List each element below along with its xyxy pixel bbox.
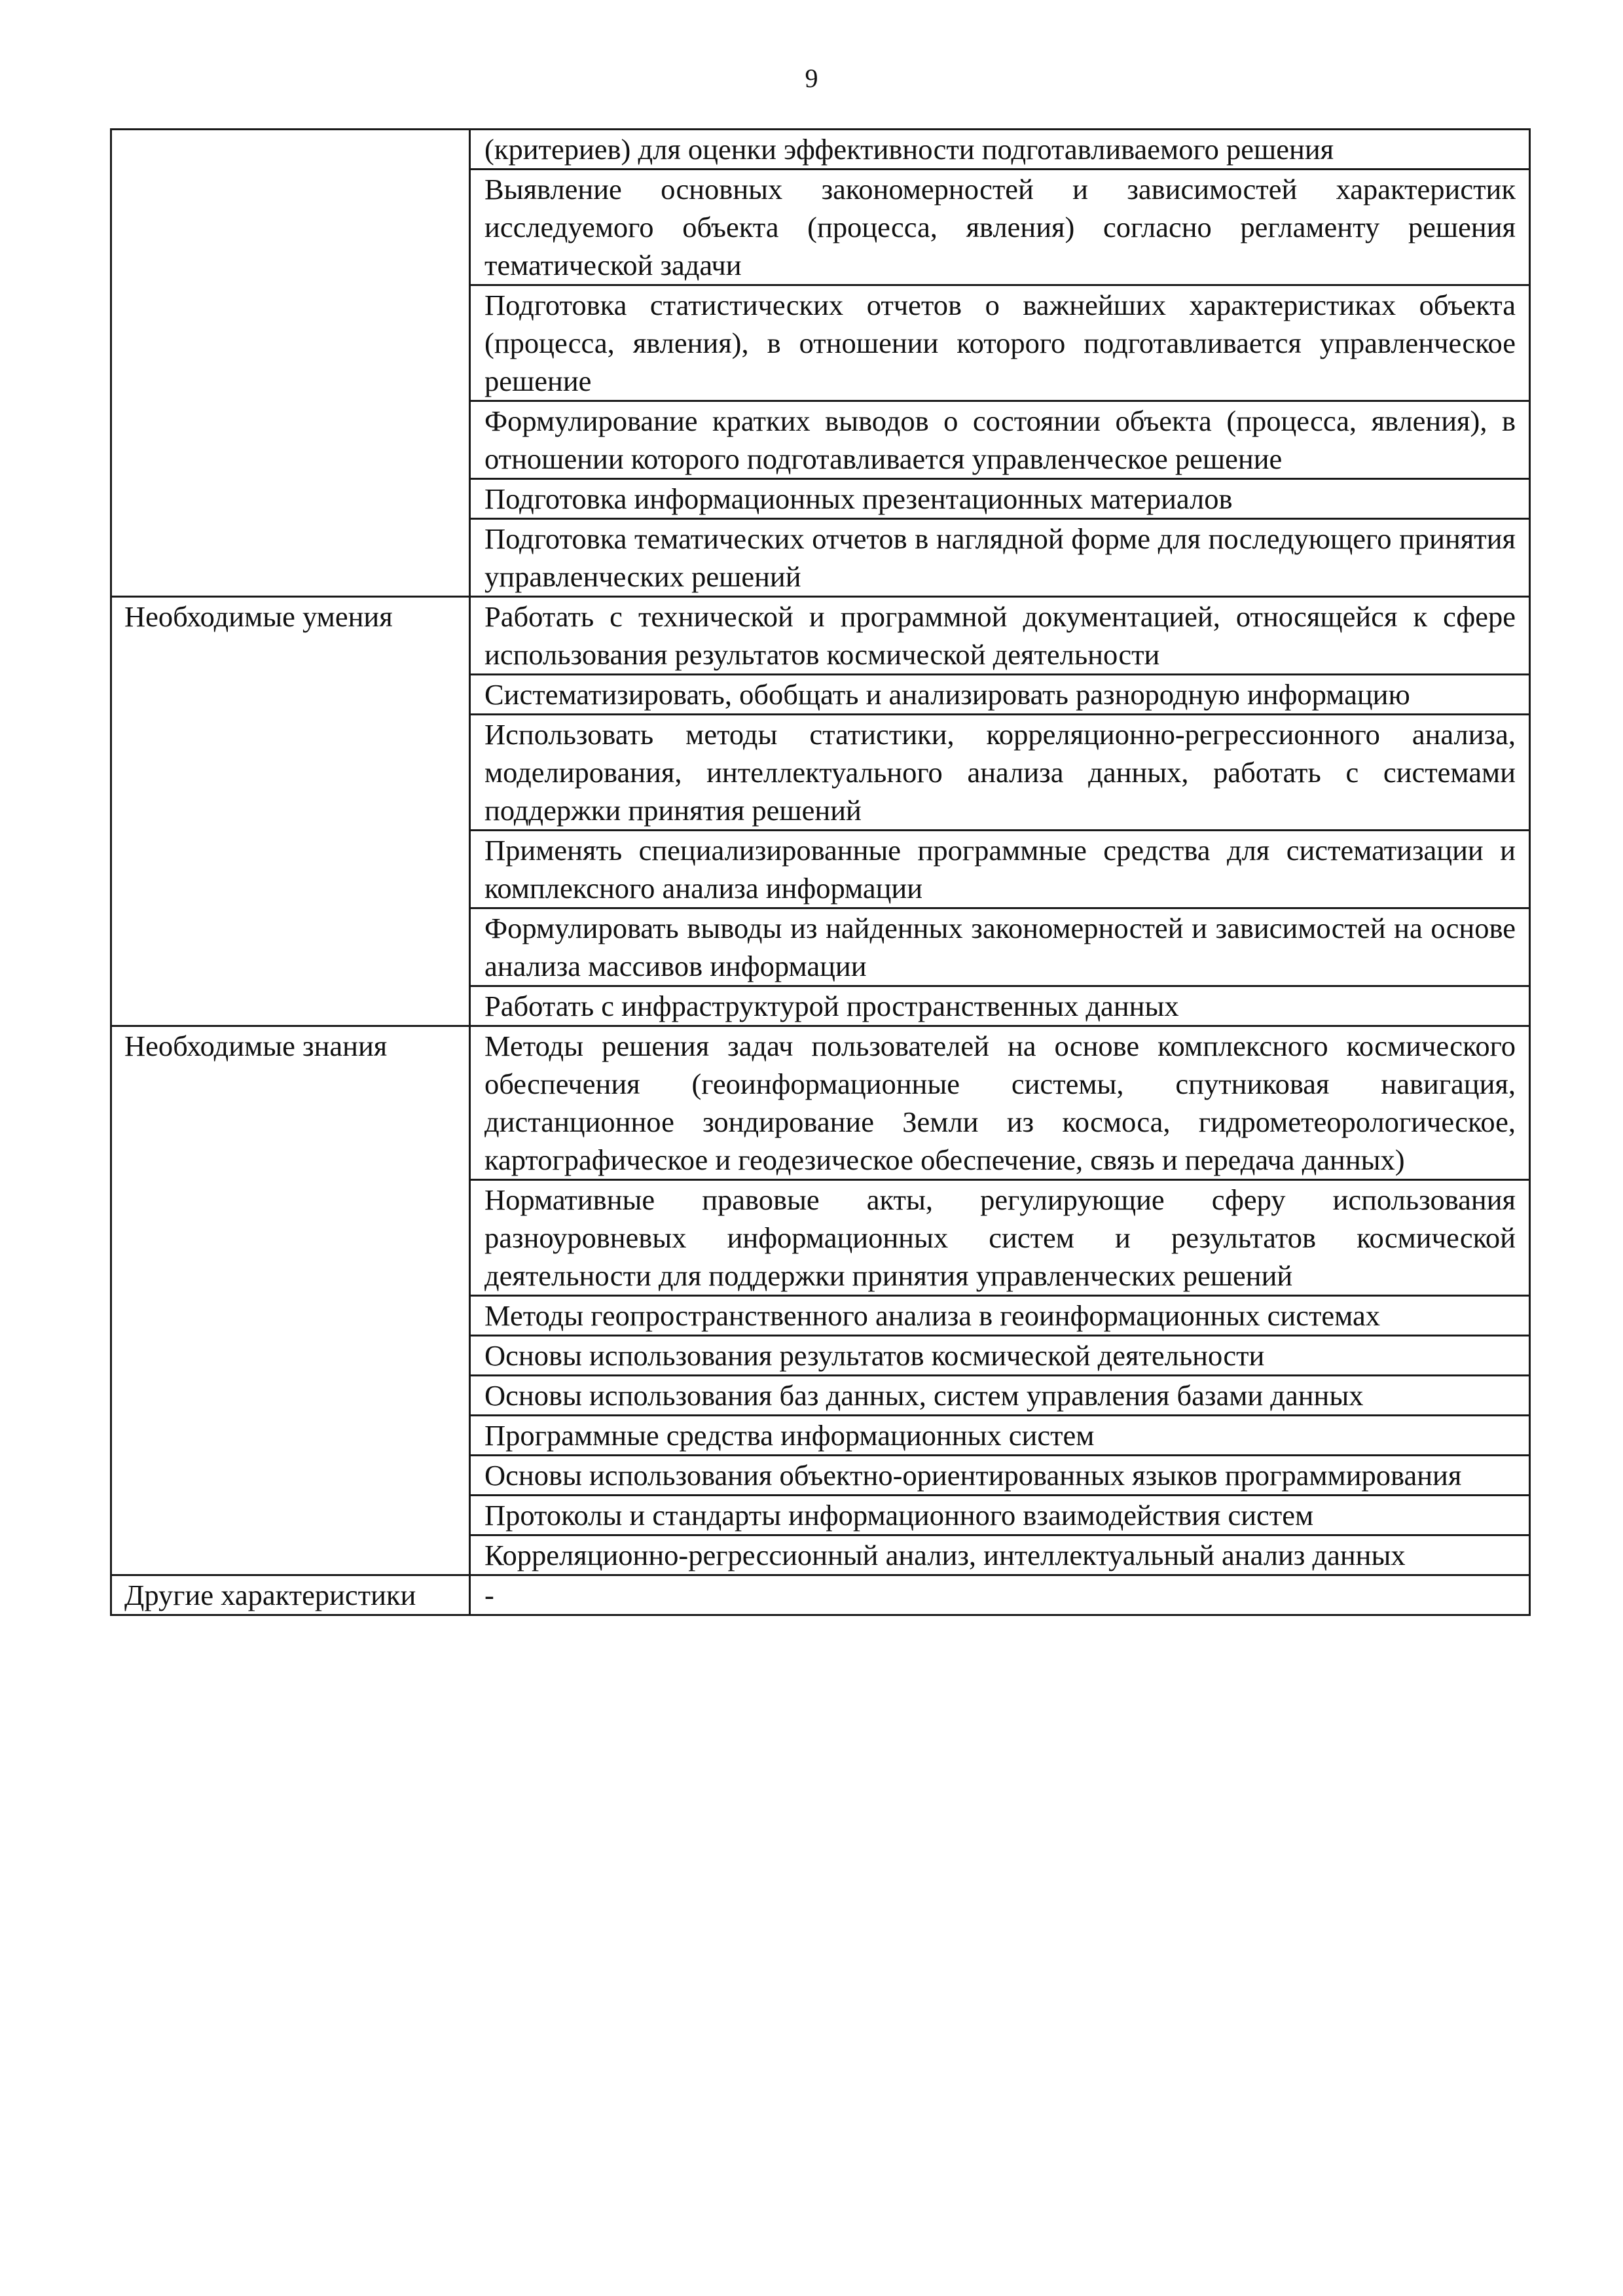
table-cell: Использовать методы статистики, корреляционно-регрессионного анализа, моделирования, интеллектуального анализа данных, работать с системами поддержки принятия решений	[470, 715, 1530, 831]
row-label-other-characteristics: Другие характеристики	[111, 1575, 470, 1615]
table-cell: Выявление основных закономерностей и зависимостей характеристик исследуемого объекта (процесса, явления) согласно регламенту решения тематической задачи	[470, 170, 1530, 285]
table-cell: Формулировать выводы из найденных закономерностей и зависимостей на основе анализа массивов информации	[470, 908, 1530, 986]
table-cell: Основы использования результатов космической деятельности	[470, 1336, 1530, 1376]
table-cell: Методы геопространственного анализа в геоинформационных системах	[470, 1296, 1530, 1336]
row-label-required-skills: Необходимые умения	[111, 597, 470, 1026]
table-row	[111, 1575, 1530, 1615]
table-cell: (критериев) для оценки эффективности подготавливаемого решения	[470, 130, 1530, 170]
row-label-required-knowledge: Необходимые знания	[111, 1026, 470, 1575]
table-cell: Подготовка статистических отчетов о важнейших характеристиках объекта (процесса, явления), в отношении которого подготавливается управленческое решение	[470, 285, 1530, 401]
table-row	[111, 1026, 1530, 1180]
table-cell: Программные средства информационных систем	[470, 1416, 1530, 1456]
table-cell: Работать с инфраструктурой пространственных данных	[470, 986, 1530, 1026]
table-cell: Корреляционно-регрессионный анализ, интеллектуальный анализ данных	[470, 1535, 1530, 1575]
row-label-labor-actions	[111, 130, 470, 597]
table-cell: Подготовка тематических отчетов в наглядной форме для последующего принятия управленческих решений	[470, 519, 1530, 597]
table-row	[111, 130, 1530, 170]
table-cell: Протоколы и стандарты информационного взаимодействия систем	[470, 1496, 1530, 1535]
table-cell: Работать с технической и программной документацией, относящейся к сфере использования результатов космической деятельности	[470, 597, 1530, 675]
table-cell: Основы использования объектно-ориентированных языков программирования	[470, 1456, 1530, 1496]
page-number: 9	[805, 63, 818, 93]
table-cell: Систематизировать, обобщать и анализировать разнородную информацию	[470, 675, 1530, 715]
table-cell: Применять специализированные программные средства для систематизации и комплексного анализа информации	[470, 831, 1530, 908]
table-cell: Методы решения задач пользователей на основе комплексного космического обеспечения (геоинформационные системы, спутниковая навигация, дистанционное зондирование Земли из космоса, гидрометеорологическое, картографическое и геодезическое обеспечение, связь и передача данных)	[470, 1026, 1530, 1180]
table-cell: Основы использования баз данных, систем управления базами данных	[470, 1376, 1530, 1416]
table-cell: -	[470, 1575, 1530, 1615]
table-cell: Подготовка информационных презентационных материалов	[470, 479, 1530, 519]
qualification-table	[110, 128, 1531, 1616]
table-row	[111, 597, 1530, 675]
table-cell: Формулирование кратких выводов о состоянии объекта (процесса, явления), в отношении которого подготавливается управленческое решение	[470, 401, 1530, 479]
table-cell: Нормативные правовые акты, регулирующие сферу использования разноуровневых информационных систем и результатов космической деятельности для поддержки принятия управленческих решений	[470, 1180, 1530, 1296]
